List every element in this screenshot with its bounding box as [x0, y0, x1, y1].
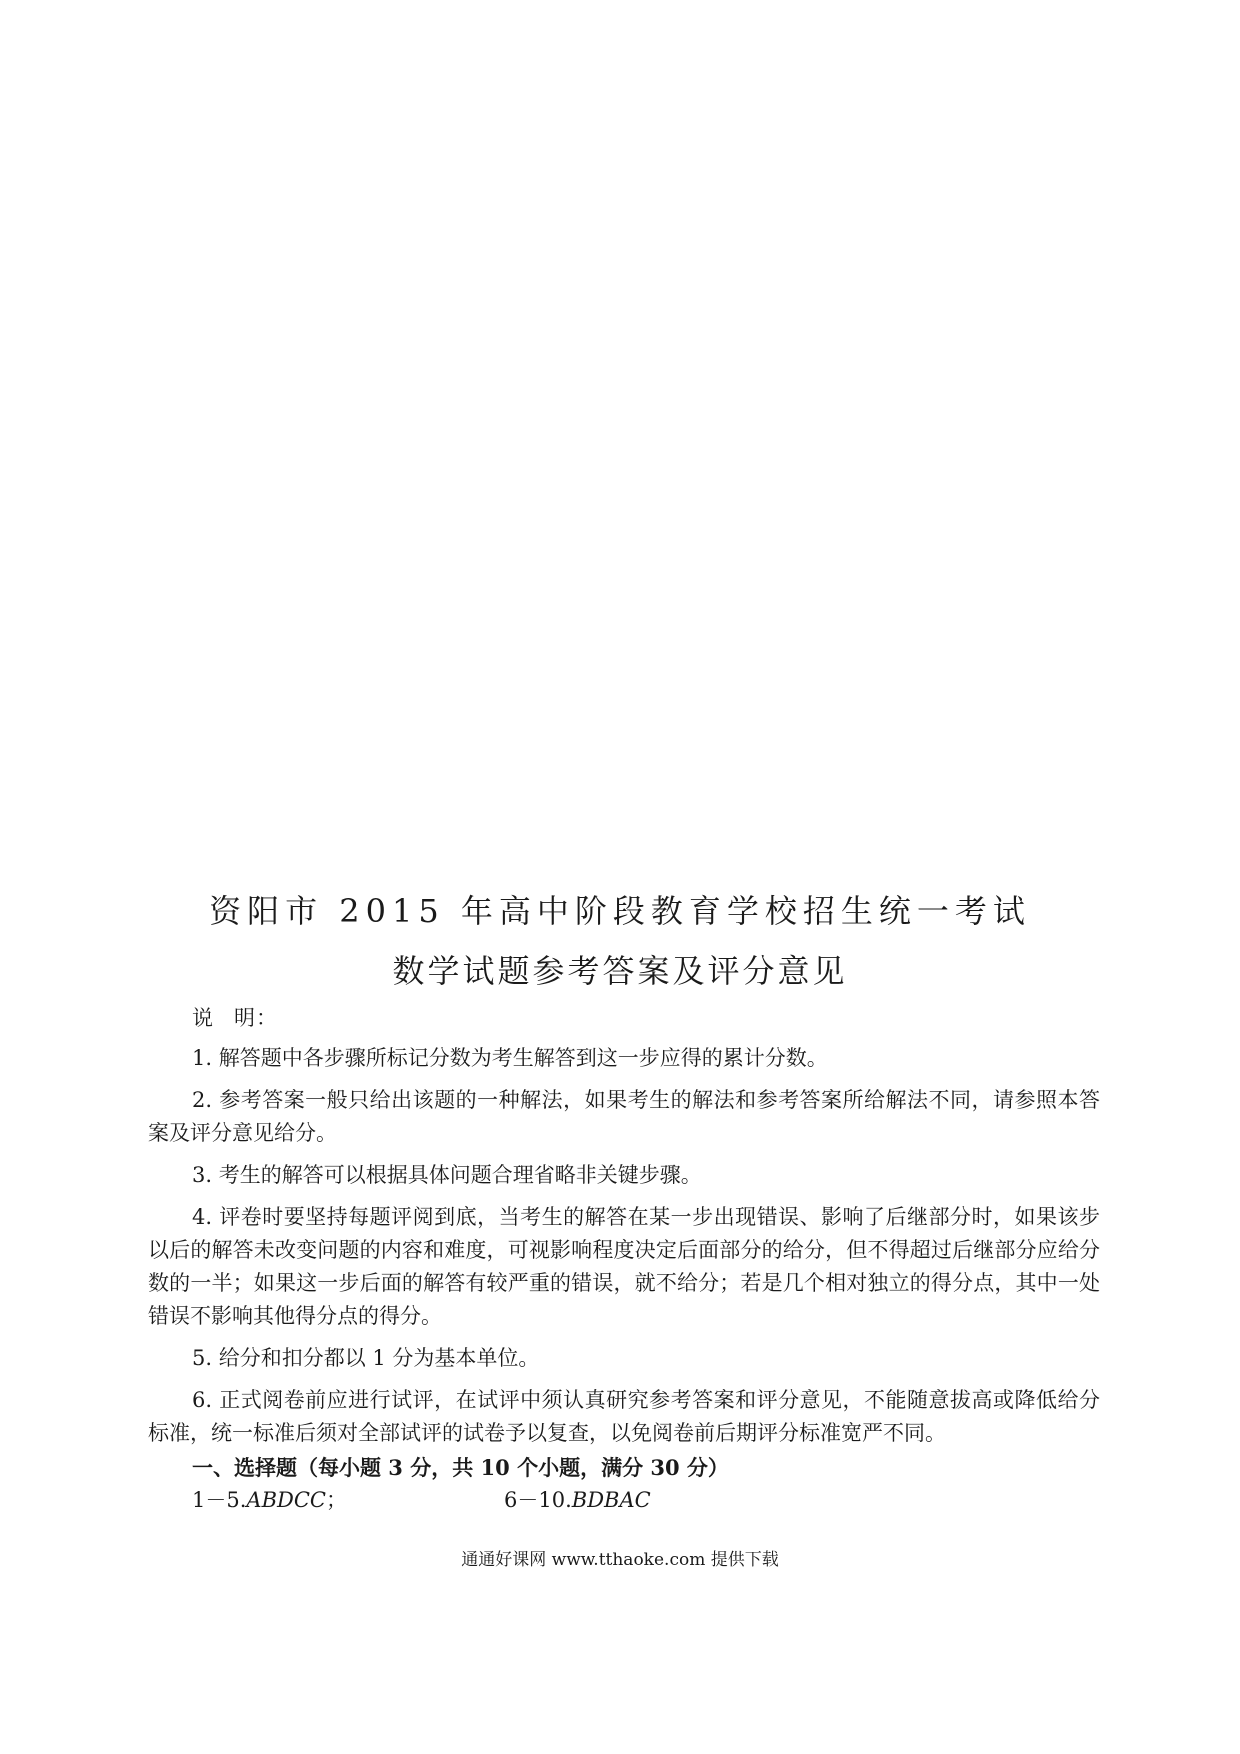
note-item-4: 4. 评卷时要坚持每题评阅到底，当考生的解答在某一步出现错误、影响了后继部分时，如果该步以后的解答未改变问题的内容和难度，可视影响程度决定后面部分的给分，但不得超过后继部分应给分数的一半；如果这一步后面的解答有较严重的错误，就不给分；若是几个相对独立的得分点，其中一处错误不影响其他得分点的得分。 [148, 1205, 1100, 1328]
exam-title: 资阳市 2015 年高中阶段教育学校招生统一考试 [209, 892, 1031, 930]
answer-row [148, 1484, 1100, 1516]
note-item-5: 5. 给分和扣分都以 1 分为基本单位。 [192, 1346, 540, 1370]
answer-group-6-10: 6－10.BDBAC [504, 1488, 651, 1512]
note-item-1: 1. 解答题中各步骤所标记分数为考生解答到这一步应得的累计分数。 [192, 1046, 828, 1070]
note-item-6: 6. 正式阅卷前应进行试评，在试评中须认真研究参考答案和评分意见，不能随意拔高或降低给分标准，统一标准后须对全部试评的试卷予以复查，以免阅卷前后期评分标准宽严不同。 [148, 1388, 1100, 1445]
note-item-3: 3. 考生的解答可以根据具体问题合理省略非关键步骤。 [192, 1163, 702, 1187]
section-heading-multiple-choice: 一、选择题（每小题 3 分，共 10 个小题，满分 30 分） [192, 1455, 729, 1480]
notes-label: 说 明： [192, 1006, 278, 1030]
footer-source-note: 通通好课网 www.tthaoke.com 提供下载 [461, 1550, 779, 1570]
document-body [148, 1002, 1100, 1516]
note-item-2: 2. 参考答案一般只给出该题的一种解法，如果考生的解法和参考答案所给解法不同，请参照本答案及评分意见给分。 [148, 1088, 1100, 1145]
answer-group-1-5: 1－5.ABDCC； [192, 1488, 347, 1512]
exam-subtitle: 数学试题参考答案及评分意见 [392, 952, 848, 990]
